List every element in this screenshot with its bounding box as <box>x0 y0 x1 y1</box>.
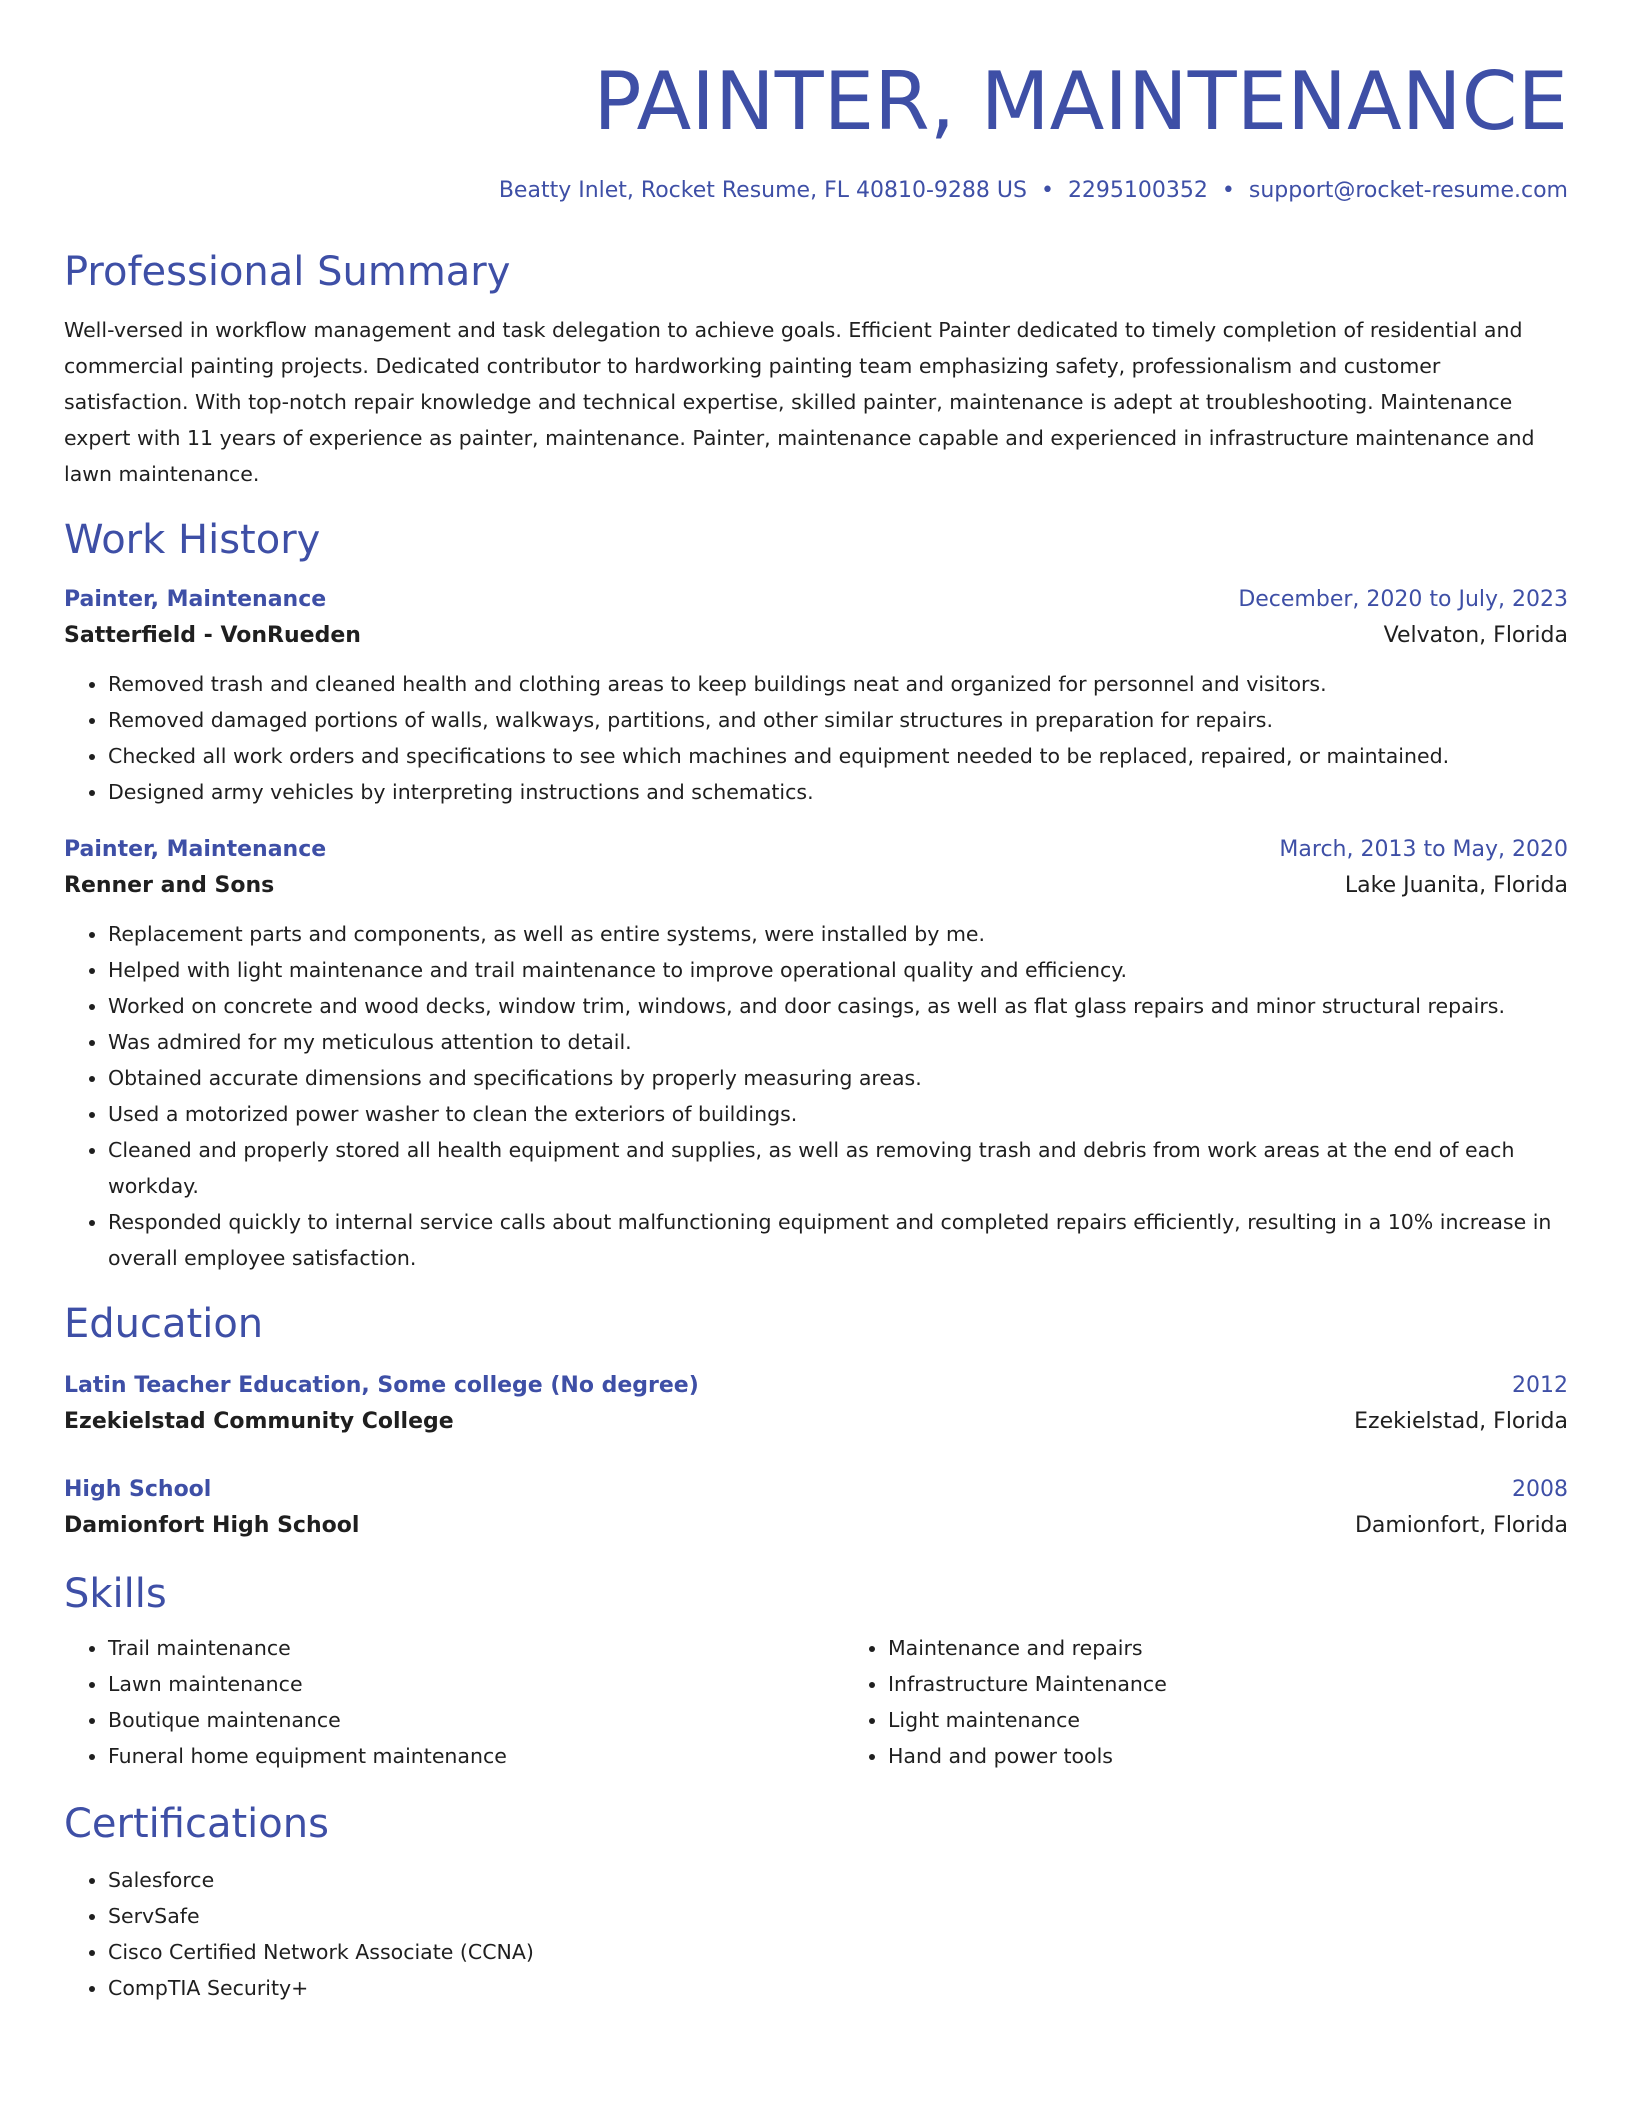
resume-title: PAINTER, MAINTENANCE <box>593 55 1568 148</box>
contact-address: Beatty Inlet, Rocket Resume, FL 40810-9288 US <box>498 178 1027 203</box>
job-employer: Renner and Sons <box>64 873 275 898</box>
job-bullet: • Removed trash and cleaned health and clothing areas to keep buildings neat and organized for personnel and visitors. <box>108 666 1568 702</box>
certifications-section <box>64 1862 1568 2006</box>
education-school: Ezekielstad Community College <box>64 1409 454 1434</box>
certification-item: • CompTIA Security+ <box>108 1970 1568 2006</box>
job-bullet: • Replacement parts and components, as well as entire systems, were installed by me. <box>108 916 1568 952</box>
job-role: Painter, Maintenance <box>64 837 327 862</box>
job-bullet: • Checked all work orders and specifications to see which machines and equipment needed to be replaced, repaired, or maintained. <box>108 738 1568 774</box>
contact-email[interactable]: support@rocket-resume.com <box>1248 178 1568 203</box>
section-heading-education: Education <box>64 1301 264 1347</box>
certification-item: • Salesforce <box>108 1862 1568 1898</box>
education-entry <box>64 1472 1568 1544</box>
job-bullet: • Designed army vehicles by interpreting instructions and schematics. <box>108 774 1568 810</box>
contact-phone: 2295100352 <box>1067 178 1208 203</box>
education-year: 2012 <box>1512 1373 1568 1398</box>
skill-item: • Hand and power tools <box>888 1738 1568 1774</box>
job-bullet: • Helped with light maintenance and trail maintenance to improve operational quality and efficiency. <box>108 952 1568 988</box>
education-year: 2008 <box>1512 1477 1568 1502</box>
job-bullet: • Was admired for my meticulous attention to detail. <box>108 1024 1568 1060</box>
job-bullet: • Responded quickly to internal service calls about malfunctioning equipment and completed repairs efficiently, resulting in a 10% increase in overall employee satisfaction. <box>108 1204 1568 1276</box>
job-bullets <box>64 916 1568 1276</box>
section-heading-work: Work History <box>64 517 321 563</box>
job-employer: Satterfield - VonRueden <box>64 623 361 648</box>
skill-item: • Boutique maintenance <box>108 1702 788 1738</box>
job-role: Painter, Maintenance <box>64 587 327 612</box>
job-dates: December, 2020 to July, 2023 <box>1238 587 1568 612</box>
education-school: Damionfort High School <box>64 1513 360 1538</box>
skill-item: • Funeral home equipment maintenance <box>108 1738 788 1774</box>
job-bullet: • Used a motorized power washer to clean the exteriors of buildings. <box>108 1096 1568 1132</box>
certification-item: • ServSafe <box>108 1898 1568 1934</box>
section-heading-summary: Professional Summary <box>64 249 511 295</box>
certifications-list <box>64 1862 1568 2006</box>
summary-text: Well-versed in workflow management and task delegation to achieve goals. Efficient Painter dedicated to timely completion of residential and commercial painting projects. Dedicated contributor to hardworking painting team emphasizing safety, professionalism and customer satisfaction. With top-notch repair knowledge and technical expertise, skilled painter, maintenance is adept at troubleshooting. Maintenance expert with 11 years of experience as painter, maintenance. Painter, maintenance capable and experienced in infrastructure maintenance and lawn maintenance. <box>64 318 1535 486</box>
skills-column-left <box>64 1630 788 1774</box>
section-heading-certifications: Certifications <box>64 1801 329 1847</box>
skill-item: • Light maintenance <box>888 1702 1568 1738</box>
skill-item: • Maintenance and repairs <box>888 1630 1568 1666</box>
skills-list <box>64 1630 1568 1774</box>
skills-column-right <box>788 1630 1568 1774</box>
education-degree: Latin Teacher Education, Some college (No degree) <box>64 1373 699 1398</box>
education-location: Ezekielstad, Florida <box>1354 1409 1568 1434</box>
section-heading-skills: Skills <box>64 1571 167 1617</box>
job-bullets <box>64 666 1568 810</box>
job-bullet: • Cleaned and properly stored all health equipment and supplies, as well as removing trash and debris from work areas at the end of each workday. <box>108 1132 1568 1204</box>
certification-item: • Cisco Certified Network Associate (CCNA) <box>108 1934 1568 1970</box>
skill-item: • Infrastructure Maintenance <box>888 1666 1568 1702</box>
resume-page <box>64 0 1568 2006</box>
education-entry <box>64 1368 1568 1440</box>
education-degree: High School <box>64 1477 212 1502</box>
contact-separator: • <box>1040 178 1054 203</box>
job-entry <box>64 584 1568 810</box>
skill-item: • Trail maintenance <box>108 1630 788 1666</box>
skill-item: • Lawn maintenance <box>108 1666 788 1702</box>
job-bullet: • Removed damaged portions of walls, walkways, partitions, and other similar structures in preparation for repairs. <box>108 702 1568 738</box>
job-bullet: • Worked on concrete and wood decks, window trim, windows, and door casings, as well as flat glass repairs and minor structural repairs. <box>108 988 1568 1024</box>
contact-line <box>64 176 1568 206</box>
education-location: Damionfort, Florida <box>1354 1513 1568 1538</box>
job-entry <box>64 834 1568 1276</box>
job-location: Velvaton, Florida <box>1383 623 1568 648</box>
job-dates: March, 2013 to May, 2020 <box>1279 837 1568 862</box>
job-bullet: • Obtained accurate dimensions and specifications by properly measuring areas. <box>108 1060 1568 1096</box>
contact-separator: • <box>1221 178 1235 203</box>
job-location: Lake Juanita, Florida <box>1344 873 1568 898</box>
